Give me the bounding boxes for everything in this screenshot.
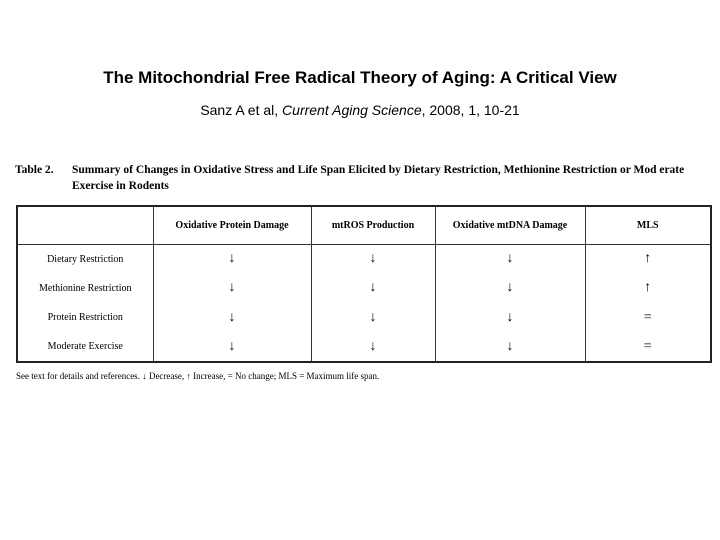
cell-value: ↓ [153, 244, 311, 274]
cell-value: ↓ [311, 274, 435, 304]
citation-journal: Current Aging Science [282, 102, 422, 118]
row-label: Methionine Restriction [17, 274, 153, 304]
cell-value: ↓ [435, 303, 585, 333]
cell-value: = [585, 303, 711, 333]
table-row [17, 303, 711, 333]
table-footnote: See text for details and references. ↓ Decrease, ↑ Increase, = No change; MLS = Maximum life span. [16, 371, 380, 381]
cell-value: = [585, 333, 711, 363]
header-mls: MLS [585, 206, 711, 244]
row-label: Protein Restriction [17, 303, 153, 333]
cell-value: ↓ [435, 333, 585, 363]
table-header-row [17, 206, 711, 244]
table-row [17, 274, 711, 304]
slide-title: The Mitochondrial Free Radical Theory of Aging: A Critical View [103, 68, 617, 87]
header-blank [17, 206, 153, 244]
cell-value: ↓ [311, 303, 435, 333]
citation-details: , 2008, 1, 10-21 [421, 102, 520, 118]
row-label: Moderate Exercise [17, 333, 153, 363]
cell-value: ↓ [311, 244, 435, 274]
header-oxidative-protein-damage: Oxidative Protein Damage [153, 206, 311, 244]
table-row [17, 244, 711, 274]
table-caption-text: Summary of Changes in Oxidative Stress and Life Span Elicited by Dietary Restriction, Methionine Restriction or Mod erate Exercise in Rodents [72, 164, 685, 192]
cell-value: ↑ [585, 244, 711, 274]
cell-value: ↓ [153, 333, 311, 363]
table-label: Table 2. [15, 164, 54, 176]
header-mtros-production: mtROS Production [311, 206, 435, 244]
summary-table [16, 205, 712, 363]
cell-value: ↑ [585, 274, 711, 304]
citation [0, 102, 720, 118]
citation-authors: Sanz A et al, [200, 102, 283, 118]
header-oxidative-mtdna-damage: Oxidative mtDNA Damage [435, 206, 585, 244]
cell-value: ↓ [435, 244, 585, 274]
cell-value: ↓ [311, 333, 435, 363]
cell-value: ↓ [153, 303, 311, 333]
row-label: Dietary Restriction [17, 244, 153, 274]
table-row [17, 333, 711, 363]
cell-value: ↓ [435, 274, 585, 304]
cell-value: ↓ [153, 274, 311, 304]
